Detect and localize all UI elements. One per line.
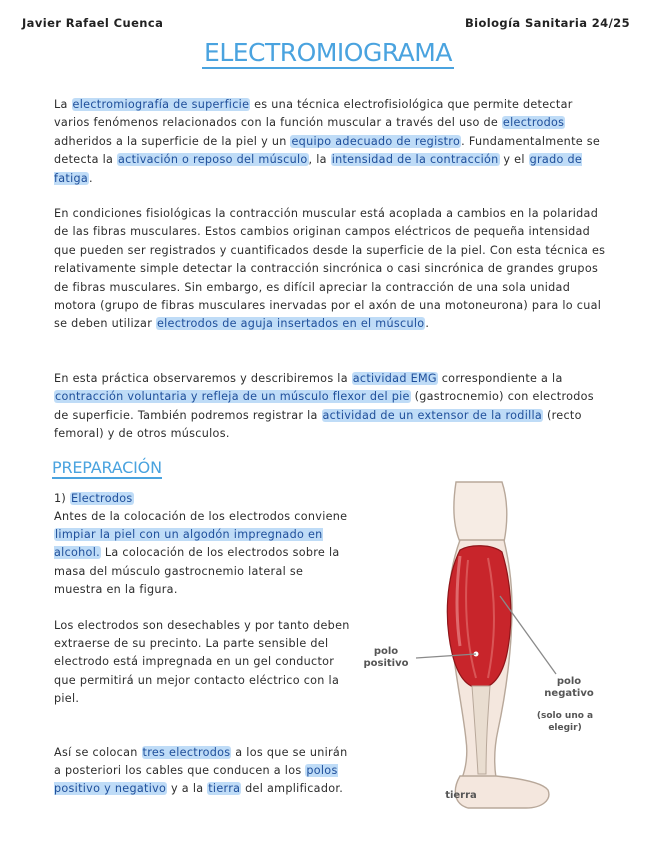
label-negative-pole: polo negativo: [544, 676, 594, 699]
preparation-block-cleaning: [54, 508, 354, 599]
text-segment: Antes de la colocación de los electrodos conviene: [54, 510, 348, 523]
text-segment: es una técnica electrofisiológica que permite detectar varios fenómenos relacionados con la función muscular a través del uso de: [54, 98, 573, 130]
text-segment: (gastrocnemio) con electrodos de superficie. También podremos registrar la: [54, 390, 594, 422]
highlighted-text: actividad de un extensor de la rodilla: [322, 408, 543, 422]
highlighted-text: tres electrodos: [142, 746, 231, 759]
text-segment: . Fundamentalmente se detecta la: [54, 134, 601, 167]
text-segment: La colocación de los electrodos sobre la masa del músculo gastrocnemio lateral se muestra en la figura.: [54, 546, 340, 596]
highlighted-text: equipo adecuado de registro: [291, 134, 461, 148]
header-author: Javier Rafael Cuenca: [22, 16, 164, 30]
text-segment: En condiciones fisiológicas la contracción muscular está acoplada a cambios en la polaridad de las fibras musculares. Estos cambios originan campos eléctricos de pequeña intensidad que pueden ser registrados y cuantificados desde la superficie de la piel. Con esta técnica es relativamente simple detectar la contracción sincrónica o casi sincrónica de grandes grupos de fibras musculares. Sin embargo, es difícil apreciar la contracción de una sola unidad motora (grupo de fibras musculares inervadas por el axón de una motoneurona) para lo cual se deben utilizar: [54, 207, 606, 331]
text-segment: Así se colocan: [54, 746, 142, 759]
page-title: ELECTROMIOGRAMA: [204, 38, 452, 67]
highlighted-text: limpiar la piel con un algodón impregnado en alcohol.: [54, 528, 323, 560]
text-segment: y el: [499, 153, 529, 167]
highlighted-text: Electrodos: [70, 492, 133, 505]
highlighted-text: electrodos de aguja insertados en el músculo: [156, 317, 425, 331]
highlighted-text: grado de fatiga: [54, 153, 583, 185]
highlighted-text: polos positivo y negativo: [54, 764, 338, 796]
text-segment: .: [425, 317, 430, 331]
intro-paragraph: [54, 96, 610, 188]
label-positive-pole: polo positivo: [363, 646, 409, 669]
text-segment: correspondiente a la: [437, 372, 563, 385]
highlighted-text: actividad EMG: [352, 372, 437, 385]
text-segment: La: [54, 98, 72, 111]
text-segment: 1): [54, 492, 70, 505]
practice-paragraph: [54, 370, 610, 444]
highlighted-text: electrodos: [502, 116, 565, 130]
header-course: Biología Sanitaria 24/25: [464, 16, 630, 30]
text-segment: , la: [308, 153, 331, 167]
text-segment: adheridos a la superficie de la piel y un: [54, 134, 291, 148]
preparation-block-electrodes: [54, 617, 354, 708]
text-segment: .: [89, 171, 93, 185]
highlighted-text: intensidad de la contracción: [331, 153, 499, 167]
physiology-paragraph: [54, 205, 610, 334]
text-segment: (recto femoral) y de otros músculos.: [54, 408, 582, 441]
subheading-electrodes: [54, 490, 354, 508]
text-segment: Los electrodos son desechables y por tanto deben extraerse de su precinto. La parte sensible del electrodo está impregnada en un gel conductor que permitirá un mejor contacto eléctrico con la piel.: [54, 619, 350, 705]
text-segment: del amplificador.: [241, 782, 344, 796]
text-segment: y a la: [167, 782, 208, 796]
section-heading-preparation: PREPARACIÓN: [52, 458, 162, 477]
preparation-block-placement: [54, 744, 354, 799]
knee-bone: [454, 482, 507, 542]
highlighted-text: tierra: [208, 782, 241, 796]
highlighted-text: activación o reposo del músculo: [118, 153, 308, 167]
text-segment: a los que se unirán a posteriori los cables que conducen a los: [54, 746, 348, 778]
text-segment: En esta práctica observaremos y describiremos la: [54, 372, 352, 385]
highlighted-text: contracción voluntaria y refleja de un músculo flexor del pie: [55, 390, 410, 404]
highlighted-text: electromiografía de superficie: [72, 98, 250, 111]
leg-muscle-figure: [356, 478, 606, 818]
label-negative-note: (solo uno a elegir): [536, 711, 594, 733]
label-ground: tierra: [445, 790, 477, 801]
